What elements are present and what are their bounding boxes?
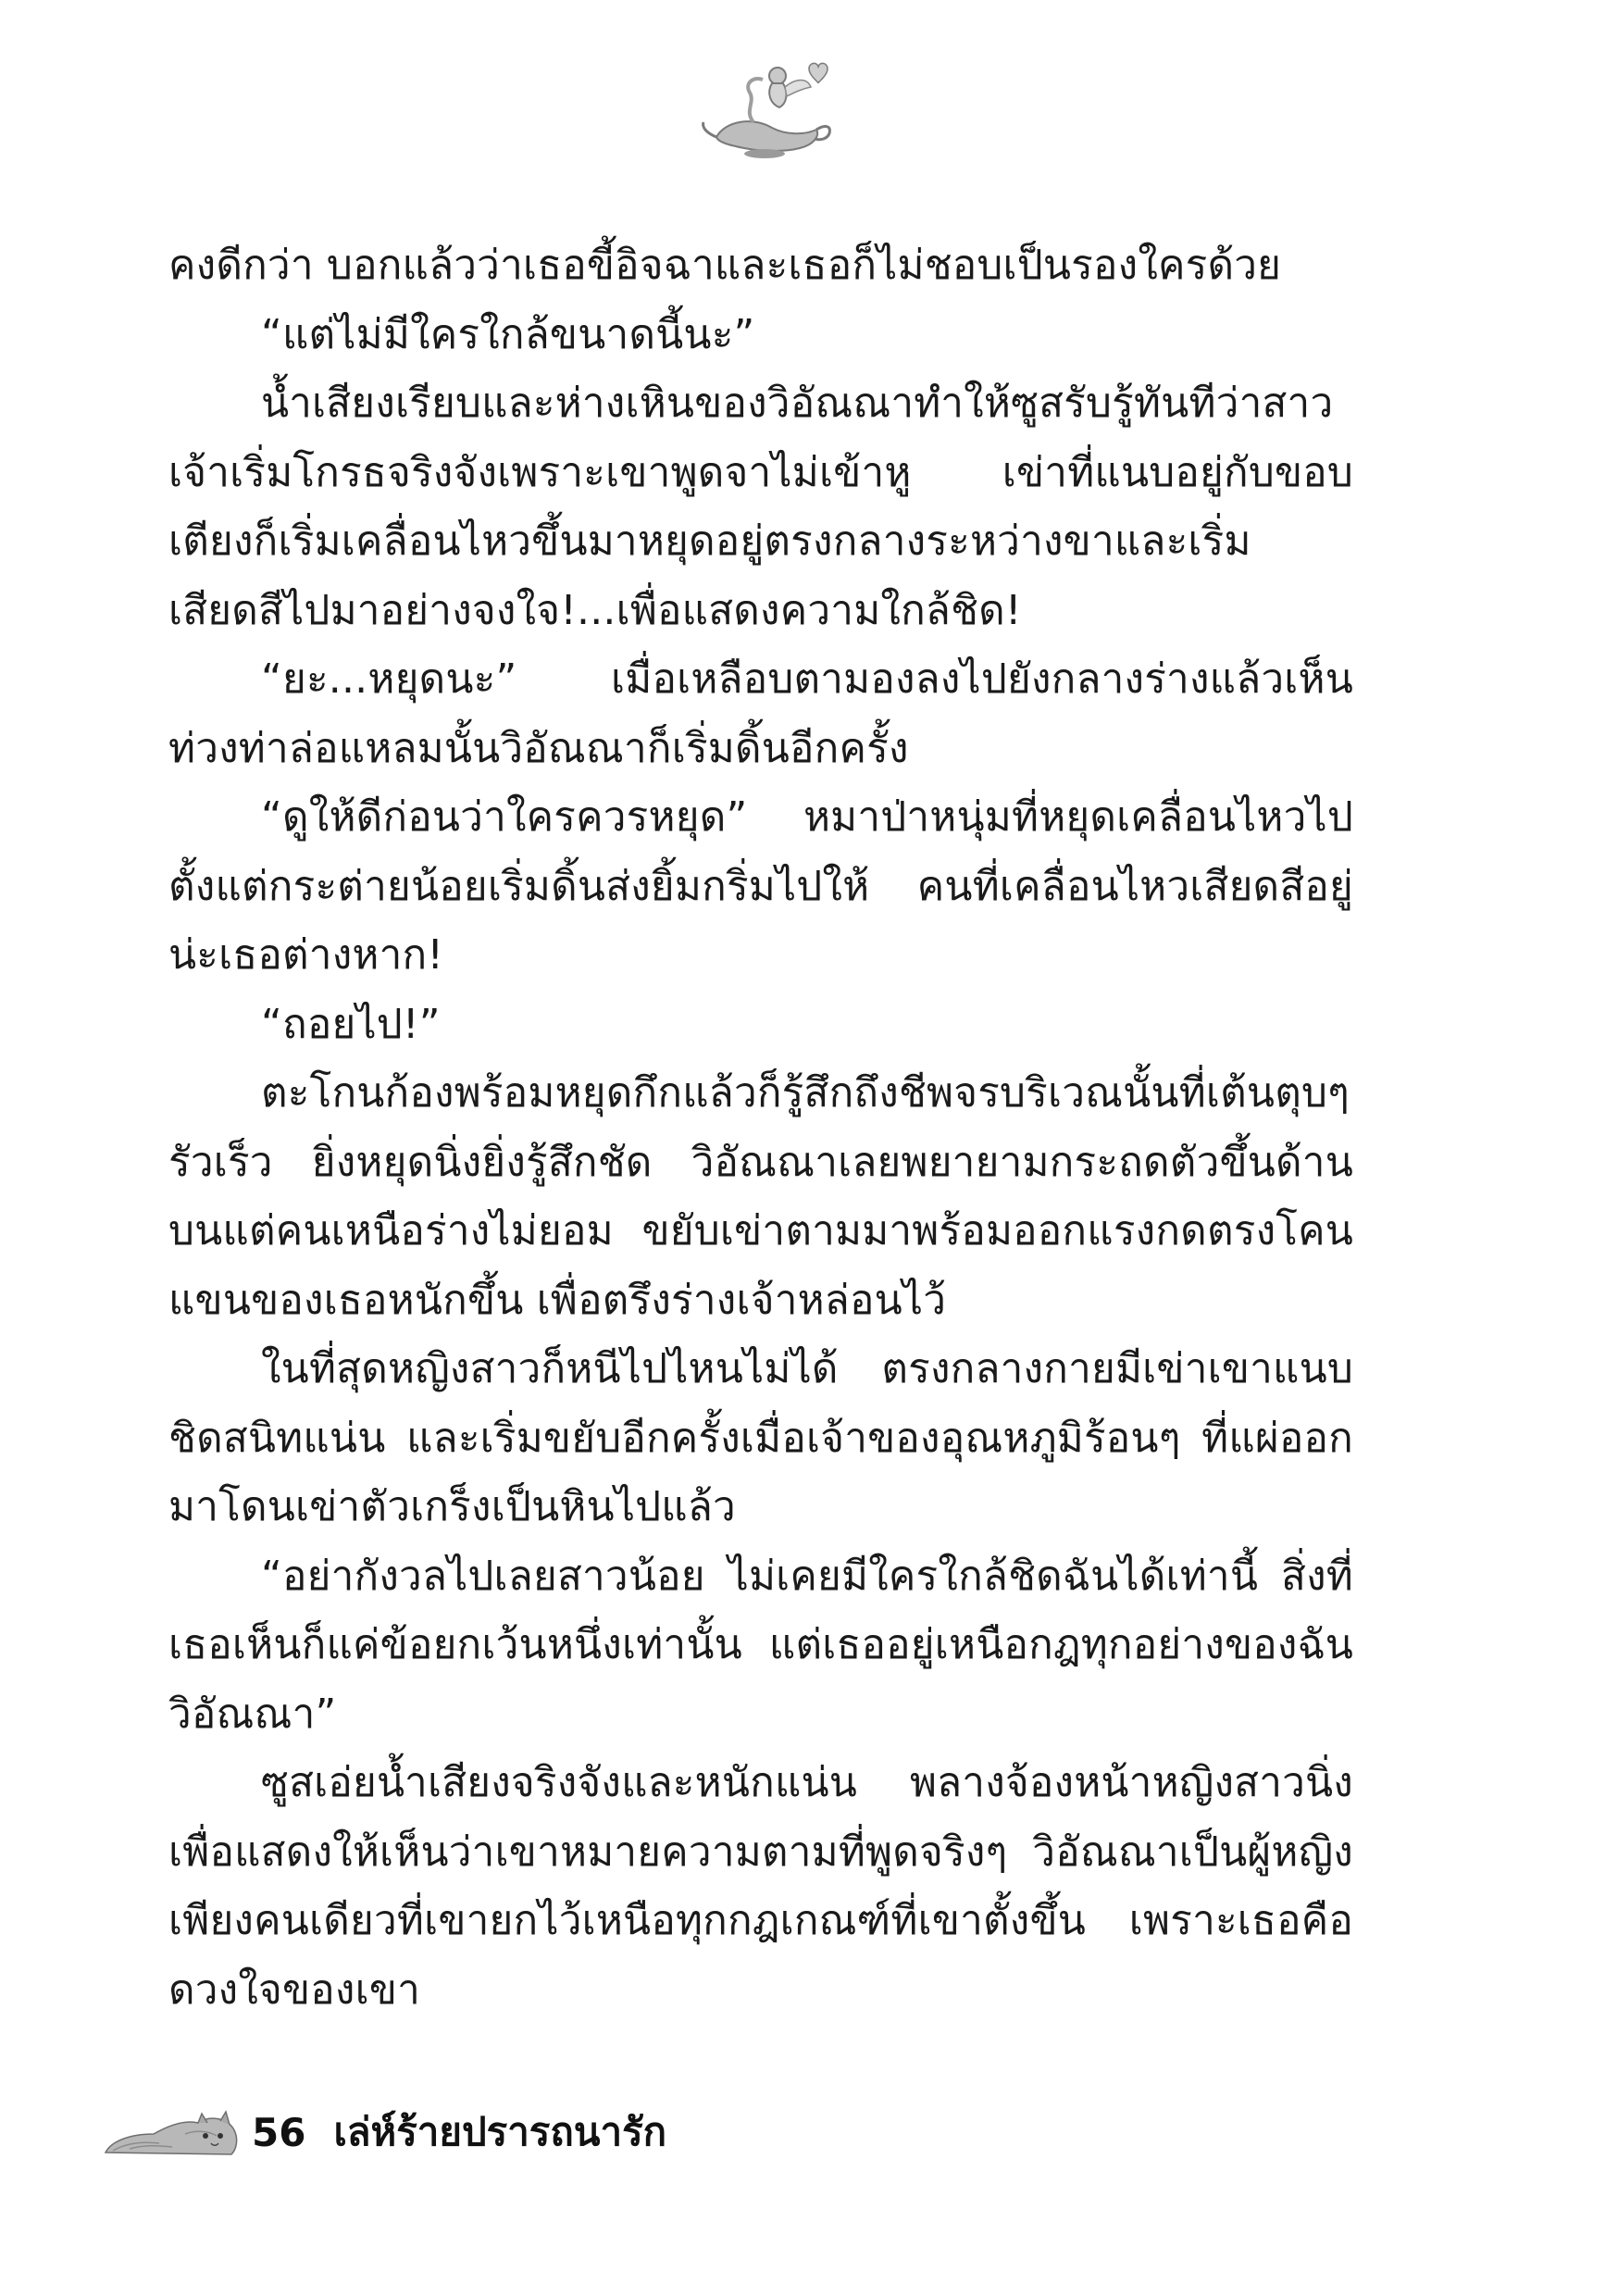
paragraph: “แต่ไม่มีใครใกล้ขนาดนี้นะ” [261, 310, 755, 358]
book-title: เล่ห์ร้ายปรารถนารัก [333, 2109, 667, 2154]
paragraph: ในที่สุดหญิงสาวก็หนีไปไหนไม่ได้ ตรงกลางกายมีเข่าเขาแนบชิดสนิทแน่น และเริ่มขยับอีกครั้งเมื่อเจ้าของอุณหภูมิร้อนๆ ที่แผ่ออกมาโดนเข่าตัวเกร็งเป็นหินไปแล้ว [168, 1345, 1353, 1530]
magic-lamp-cupid-icon [698, 56, 837, 167]
paragraph: “ถอยไป!” [261, 1000, 441, 1048]
paragraph: “ยะ...หยุดนะ” เมื่อเหลือบตามองลงไปยังกลางร่างแล้วเห็นท่วงท่าล่อแหลมนั้นวิอัณณาก็เริ่มดิ้นอีกครั้ง [168, 655, 1353, 772]
paragraph: คงดีกว่า บอกแล้วว่าเธอขี้อิจฉาและเธอก็ไม่ชอบเป็นรองใครด้วย [168, 242, 1282, 289]
body-text [168, 231, 1353, 2025]
page-footer [102, 2100, 666, 2165]
paragraph: “อย่ากังวลไปเลยสาวน้อย ไม่เคยมีใครใกล้ชิดฉันได้เท่านี้ สิ่งที่เธอเห็นก็แค่ข้อยกเว้นหนึ่งเท่านั้น แต่เธออยู่เหนือกฎทุกอย่างของฉันวิอัณณา” [168, 1552, 1353, 1738]
paragraph: ตะโกนก้องพร้อมหยุดกึกแล้วก็รู้สึกถึงชีพจรบริเวณนั้นที่เต้นตุบๆรัวเร็ว ยิ่งหยุดนิ่งยิ่งรู้สึกชัด วิอัณณาเลยพยายามกระถดตัวขึ้นด้านบนแต่คนเหนือร่างไม่ยอม ขยับเข่าตามมาพร้อมออกแรงกดตรงโคนแขนของเธอหนักขึ้น เพื่อตรึงร่างเจ้าหล่อนไว้ [168, 1069, 1353, 1324]
persian-cat-icon [102, 2106, 241, 2158]
paragraph: น้ำเสียงเรียบและห่างเหินของวิอัณณาทำให้ซูสรับรู้ทันทีว่าสาวเจ้าเริ่มโกรธจริงจังเพราะเขาพูดจาไม่เข้าหู เข่าที่แนบอยู่กับขอบเตียงก็เริ่มเคลื่อนไหวขึ้นมาหยุดอยู่ตรงกลางระหว่างขาและเริ่มเสียดสีไปมาอย่างจงใจ!...เพื่อแสดงความใกล้ชิด! [168, 380, 1353, 634]
paragraph: “ดูให้ดีก่อนว่าใครควรหยุด” หมาป่าหนุ่มที่หยุดเคลื่อนไหวไปตั้งแต่กระต่ายน้อยเริ่มดิ้นส่งยิ้มกริ่มไปให้ คนที่เคลื่อนไหวเสียดสีอยู่น่ะเธอต่างหาก! [168, 793, 1353, 979]
paragraph: ซูสเอ่ยน้ำเสียงจริงจังและหนักแน่น พลางจ้องหน้าหญิงสาวนิ่งเพื่อแสดงให้เห็นว่าเขาหมายความตามที่พูดจริงๆ วิอัณณาเป็นผู้หญิงเพียงคนเดียวที่เขายกไว้เหนือทุกกฎเกณฑ์ที่เขาตั้งขึ้น เพราะเธอคือดวงใจของเขา [168, 1759, 1353, 2014]
page-number: 56 [252, 2109, 306, 2155]
